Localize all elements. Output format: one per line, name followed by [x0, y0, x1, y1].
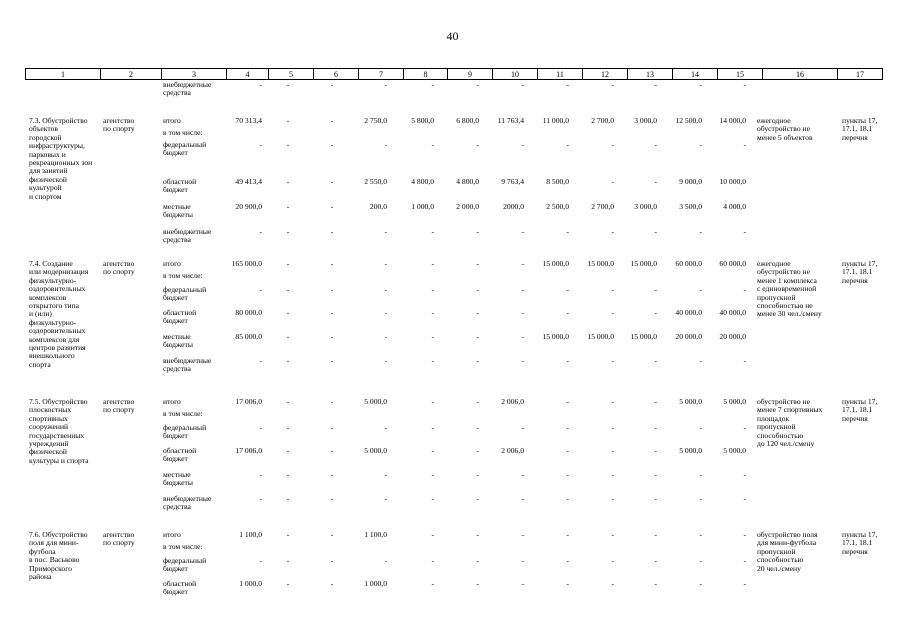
table-cell: - [743, 80, 746, 89]
table-cell: - [611, 470, 614, 479]
table-cell: - [654, 80, 657, 89]
table-cell: - [521, 470, 524, 479]
table-cell: - [431, 446, 434, 455]
table-cell: 40 000,0 [675, 308, 702, 317]
table-cell: - [654, 470, 657, 479]
table-cell: 15 000,0 [587, 332, 614, 341]
table-cell: - [286, 116, 290, 125]
table-cell: - [286, 470, 290, 479]
table-cell: 165 000,0 [231, 259, 262, 268]
table-cell: - [330, 397, 334, 406]
table-cell: - [286, 202, 290, 211]
table-cell: - [476, 80, 479, 89]
table-cell: - [384, 356, 387, 365]
table-cell: - [654, 579, 657, 588]
table-cell: - [699, 470, 702, 479]
table-cell: - [330, 116, 334, 125]
table-cell: - [330, 227, 334, 236]
table-cell: - [286, 140, 290, 149]
table-cell: 10 000,0 [719, 177, 746, 186]
table-cell: 3 000,0 [634, 116, 657, 125]
table-cell: 14 000,0 [719, 116, 746, 125]
table-cell: - [286, 494, 290, 503]
row-label: внебюджетные средства [163, 356, 212, 374]
table-cell: 4 800,0 [456, 177, 479, 186]
table-cell: - [476, 227, 479, 236]
table-cell: - [286, 446, 290, 455]
table-cell: 11 763,4 [497, 116, 524, 125]
table-cell: 15 000,0 [542, 332, 569, 341]
row-label: областной бюджет [163, 308, 197, 326]
header-col: 16 [763, 69, 838, 80]
table-cell: 80 000,0 [235, 308, 262, 317]
table-cell: 9 763,4 [501, 177, 524, 186]
table-cell: - [330, 470, 334, 479]
column-number-header [25, 68, 883, 80]
table-cell: 1 000,0 [239, 579, 262, 588]
table-cell: 2 006,0 [501, 397, 524, 406]
table-cell: - [476, 140, 479, 149]
table-cell: - [476, 332, 479, 341]
table-cell: 3 000,0 [634, 202, 657, 211]
table-cell: - [431, 556, 434, 565]
table-cell: - [476, 308, 479, 317]
table-cell: - [286, 332, 290, 341]
table-cell: - [611, 494, 614, 503]
table-cell: - [286, 579, 290, 588]
table-cell: - [431, 332, 434, 341]
table-cell: - [476, 470, 479, 479]
table-cell: - [476, 259, 479, 268]
table-cell: 2 750,0 [364, 116, 387, 125]
header-col: 14 [673, 69, 718, 80]
row-label: федеральный бюджет [163, 140, 207, 158]
table-cell: - [521, 259, 524, 268]
table-cell: - [431, 285, 434, 294]
table-cell: - [259, 423, 262, 432]
table-cell: - [521, 579, 524, 588]
header-col: 13 [628, 69, 673, 80]
table-cell: - [699, 285, 702, 294]
table-cell: - [384, 494, 387, 503]
table-cell: 20 000,0 [719, 332, 746, 341]
row-label: внебюджетные средства [163, 227, 212, 245]
table-cell: 15 000,0 [542, 259, 569, 268]
table-cell: - [286, 227, 290, 236]
table-cell: - [330, 356, 334, 365]
table-cell: - [330, 140, 334, 149]
row-label: местные бюджеты [163, 470, 193, 488]
table-cell: - [566, 308, 569, 317]
section-result: обустройство не менее 7 спортивных площадок пропускной способностью до 120 чел./смену [757, 397, 823, 449]
table-cell: 17 006,0 [235, 397, 262, 406]
table-cell: - [566, 470, 569, 479]
table-cell: 2 500,0 [546, 202, 569, 211]
table-cell: - [654, 177, 657, 186]
table-cell: 60 000,0 [719, 259, 746, 268]
row-label: федеральный бюджет [163, 285, 207, 303]
section-reference: пункты 17, 17.1, 18.1 перечня [842, 116, 878, 142]
table-cell: - [330, 530, 334, 539]
table-cell: 4 000,0 [723, 202, 746, 211]
row-label: итого [163, 530, 181, 539]
table-cell: 2 700,0 [591, 202, 614, 211]
table-cell: - [384, 556, 387, 565]
row-label: в том числе: [163, 409, 203, 418]
table-cell: - [654, 556, 657, 565]
header-col: 17 [838, 69, 883, 80]
table-cell: - [476, 579, 479, 588]
table-cell: 4 800,0 [411, 177, 434, 186]
table-cell: 2 006,0 [501, 446, 524, 455]
table-cell: - [431, 530, 434, 539]
table-cell: - [566, 423, 569, 432]
header-col: 10 [493, 69, 538, 80]
table-cell: - [286, 259, 290, 268]
table-cell: - [521, 227, 524, 236]
section-reference: пункты 17, 17.1, 18.1 перечня [842, 259, 878, 285]
table-cell: - [521, 494, 524, 503]
row-label: областной бюджет [163, 177, 197, 195]
table-cell: - [611, 80, 614, 89]
header-col: 8 [404, 69, 448, 80]
table-cell: - [259, 285, 262, 294]
table-cell: - [384, 332, 387, 341]
table-cell: - [611, 308, 614, 317]
table-cell: - [259, 80, 262, 89]
table-cell: - [259, 494, 262, 503]
table-cell: - [521, 308, 524, 317]
section-executor: агентство по спорту [103, 116, 135, 134]
header-col: 3 [162, 69, 227, 80]
table-cell: - [259, 356, 262, 365]
table-cell: - [743, 227, 746, 236]
section-result: ежегодное обустройство не менее 1 комплекса с единовременной пропускной способностью не менее 30 чел./смену [757, 259, 822, 319]
table-cell: - [286, 285, 290, 294]
table-cell: - [476, 285, 479, 294]
table-cell: - [384, 308, 387, 317]
table-cell: 5 000,0 [364, 446, 387, 455]
header-col: 2 [101, 69, 162, 80]
table-cell: 5 000,0 [679, 397, 702, 406]
row-label: в том числе: [163, 542, 203, 551]
table-cell: - [611, 356, 614, 365]
table-cell: - [521, 80, 524, 89]
table-cell: - [699, 423, 702, 432]
table-cell: - [330, 332, 334, 341]
table-cell: 5 000,0 [679, 446, 702, 455]
row-label: в том числе: [163, 271, 203, 280]
table-cell: - [566, 356, 569, 365]
header-col: 5 [269, 69, 314, 80]
table-cell: - [259, 227, 262, 236]
table-cell: - [286, 397, 290, 406]
header-col: 9 [448, 69, 493, 80]
table-cell: - [566, 446, 569, 455]
row-label: областной бюджет [163, 446, 197, 464]
table-cell: - [743, 423, 746, 432]
table-cell: - [699, 494, 702, 503]
table-cell: 17 006,0 [235, 446, 262, 455]
table-cell: - [431, 494, 434, 503]
section-reference: пункты 17, 17.1, 18.1 перечня [842, 397, 878, 423]
row-label: внебюджетные средства [163, 494, 212, 512]
table-cell: - [431, 397, 434, 406]
table-cell: - [330, 446, 334, 455]
table-cell: - [654, 530, 657, 539]
row-label: итого [163, 116, 181, 125]
table-cell: 2 700,0 [591, 116, 614, 125]
section-title: 7.4. Создание или модернизация физкультурно- оздоровительных комплексов открытого типа и (или) физкультурно- оздоровительных комплексов для центров развития внешкольного спорта [29, 259, 89, 369]
table-cell: - [654, 285, 657, 294]
table-cell: - [521, 530, 524, 539]
header-col: 6 [314, 69, 359, 80]
section-title: 7.3. Обустройство объектов городской инфраструктуры, парковых и рекреационных зон для занятий физической культурой и спортом [29, 116, 93, 201]
section-executor: агентство по спорту [103, 259, 135, 277]
table-cell: 6 800,0 [456, 116, 479, 125]
table-cell: - [330, 177, 334, 186]
table-cell: - [743, 579, 746, 588]
table-cell: - [699, 356, 702, 365]
section-title: 7.6. Обустройство поля для мини- футбола в пос. Васьково Приморского района [29, 530, 88, 582]
header-col: 7 [359, 69, 404, 80]
table-cell: 1 000,0 [411, 202, 434, 211]
table-cell: - [431, 579, 434, 588]
header-col: 1 [26, 69, 101, 80]
table-cell: - [330, 259, 334, 268]
table-cell: - [566, 227, 569, 236]
table-cell: - [743, 356, 746, 365]
table-cell: - [384, 285, 387, 294]
table-cell: - [654, 308, 657, 317]
table-cell: 20 000,0 [675, 332, 702, 341]
table-cell: - [699, 80, 702, 89]
table-cell: - [699, 140, 702, 149]
table-cell: - [384, 259, 387, 268]
table-cell: - [743, 470, 746, 479]
table-cell: - [330, 202, 334, 211]
table-cell: - [521, 356, 524, 365]
table-cell: - [330, 579, 334, 588]
table-cell: 9 000,0 [679, 177, 702, 186]
table-cell: - [286, 530, 290, 539]
table-cell: - [431, 356, 434, 365]
table-cell: 20 900,0 [235, 202, 262, 211]
table-cell: - [431, 470, 434, 479]
table-cell: - [431, 259, 434, 268]
table-cell: - [566, 140, 569, 149]
table-cell: - [286, 423, 290, 432]
section-reference: пункты 17, 17.1, 18.1 перечня [842, 530, 878, 556]
table-cell: 11 000,0 [542, 116, 569, 125]
row-label: итого [163, 259, 181, 268]
table-cell: - [521, 556, 524, 565]
table-cell: 1 100,0 [239, 530, 262, 539]
table-cell: 12 500,0 [675, 116, 702, 125]
table-cell: 85 000,0 [235, 332, 262, 341]
row-label: федеральный бюджет [163, 423, 207, 441]
table-cell: - [611, 579, 614, 588]
header-col: 11 [538, 69, 583, 80]
section-result: обустройство поля для мини-футбола пропускной способностью 20 чел./смену [757, 530, 818, 573]
table-cell: - [611, 227, 614, 236]
table-cell: - [566, 80, 569, 89]
table-cell: - [611, 556, 614, 565]
table-cell: - [259, 470, 262, 479]
table-cell: - [476, 397, 479, 406]
header-col: 12 [583, 69, 628, 80]
table-cell: - [654, 446, 657, 455]
table-cell: - [699, 579, 702, 588]
section-executor: агентство по спорту [103, 530, 135, 548]
table-cell: 60 000,0 [675, 259, 702, 268]
table-cell: - [611, 177, 614, 186]
table-cell: - [566, 494, 569, 503]
table-cell: - [286, 80, 290, 89]
row-label: итого [163, 397, 181, 406]
table-cell: - [743, 285, 746, 294]
table-cell: 2 000,0 [456, 202, 479, 211]
table-cell: 49 413,4 [235, 177, 262, 186]
table-cell: - [259, 556, 262, 565]
table-cell: - [431, 308, 434, 317]
table-cell: - [654, 227, 657, 236]
table-cell: - [384, 140, 387, 149]
row-label: федеральный бюджет [163, 556, 207, 574]
table-cell: - [743, 530, 746, 539]
table-cell: 5 000,0 [723, 446, 746, 455]
header-col: 4 [227, 69, 269, 80]
row-label: местные бюджеты [163, 202, 193, 220]
table-cell: - [521, 423, 524, 432]
table-cell: - [611, 530, 614, 539]
table-cell: - [431, 423, 434, 432]
table-cell: - [431, 80, 434, 89]
table-cell: - [476, 556, 479, 565]
table-cell: - [654, 494, 657, 503]
table-cell: 1 100,0 [364, 530, 387, 539]
table-cell: - [566, 579, 569, 588]
table-cell: 1 000,0 [364, 579, 387, 588]
row-label: в том числе: [163, 128, 203, 137]
table-cell: - [566, 285, 569, 294]
table-cell: - [611, 397, 614, 406]
table-cell: - [330, 308, 334, 317]
table-cell: - [330, 80, 334, 89]
table-cell: - [743, 140, 746, 149]
table-cell: 2000,0 [503, 202, 524, 211]
table-cell: - [286, 556, 290, 565]
table-cell: 2 550,0 [364, 177, 387, 186]
table-cell: - [476, 423, 479, 432]
table-cell: - [566, 556, 569, 565]
table-cell: 15 000,0 [587, 259, 614, 268]
table-cell: - [611, 140, 614, 149]
table-cell: - [286, 308, 290, 317]
table-cell: - [476, 530, 479, 539]
header-row [26, 69, 883, 80]
table-cell: - [384, 470, 387, 479]
table-cell: - [330, 423, 334, 432]
row-label: местные бюджеты [163, 332, 193, 350]
table-cell: 5 800,0 [411, 116, 434, 125]
table-cell: - [566, 530, 569, 539]
table-cell: - [699, 530, 702, 539]
table-cell: - [521, 140, 524, 149]
table-cell: - [286, 177, 290, 186]
table-cell: - [431, 140, 434, 149]
table-cell: - [259, 140, 262, 149]
table-cell: - [384, 80, 387, 89]
table-cell: 70 313,4 [235, 116, 262, 125]
table-cell: - [286, 356, 290, 365]
table-cell: 200,0 [369, 202, 387, 211]
table-cell: - [384, 423, 387, 432]
table-cell: - [699, 556, 702, 565]
table-cell: - [743, 556, 746, 565]
table-cell: - [476, 446, 479, 455]
table-cell: - [699, 227, 702, 236]
table-cell: 15 000,0 [630, 259, 657, 268]
section-title: 7.5. Обустройство плоскостных спортивных сооружений государственных учреждений физической культуры и спорта [29, 397, 89, 465]
table-cell: - [654, 397, 657, 406]
table-cell: - [611, 446, 614, 455]
table-cell: - [384, 227, 387, 236]
table-cell: - [611, 285, 614, 294]
table-cell: - [654, 140, 657, 149]
row-label: областной бюджет [163, 579, 197, 597]
table-cell: 3 500,0 [679, 202, 702, 211]
table-cell: - [521, 285, 524, 294]
table-cell: - [611, 423, 614, 432]
table-cell: 5 000,0 [723, 397, 746, 406]
table-cell: 15 000,0 [630, 332, 657, 341]
table-cell: 5 000,0 [364, 397, 387, 406]
table-cell: - [566, 397, 569, 406]
table-cell: - [330, 285, 334, 294]
table-cell: - [654, 356, 657, 365]
table-cell: - [431, 227, 434, 236]
table-cell: - [521, 332, 524, 341]
table-cell: 40 000,0 [719, 308, 746, 317]
table-cell: 8 500,0 [546, 177, 569, 186]
table-cell: - [476, 356, 479, 365]
section-executor: агентство по спорту [103, 397, 135, 415]
table-cell: - [476, 494, 479, 503]
table-cell: - [330, 494, 334, 503]
table-cell: - [743, 494, 746, 503]
table-cell: - [330, 556, 334, 565]
table-cell: - [654, 423, 657, 432]
page-number: 40 [446, 29, 459, 43]
row-label: внебюджетные средства [163, 80, 212, 98]
section-result: ежегодное обустройство не менее 5 объектов [757, 116, 813, 142]
header-col: 15 [718, 69, 763, 80]
